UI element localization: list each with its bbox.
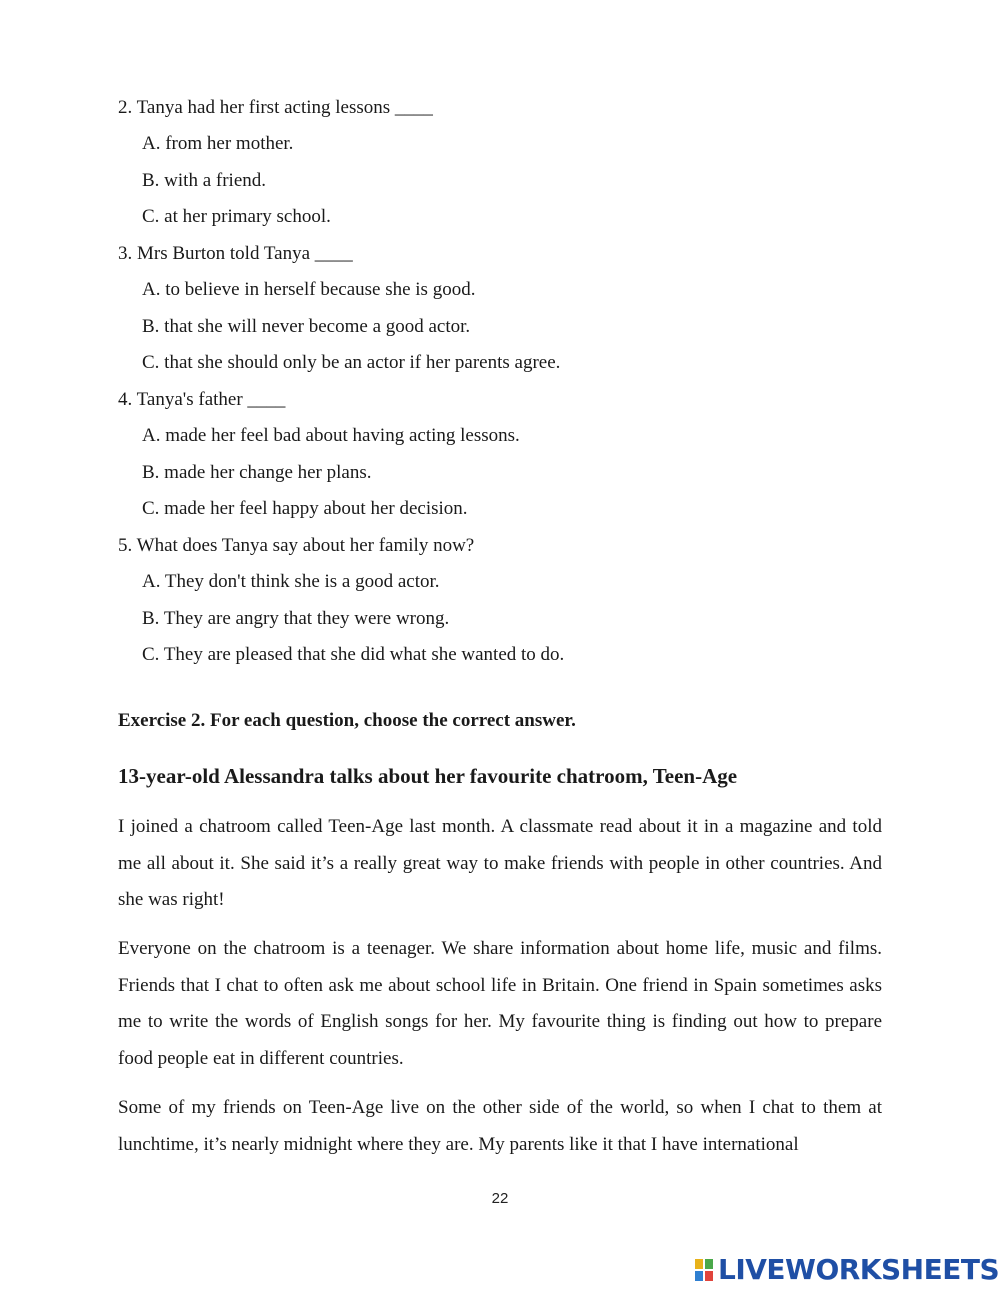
question-3-option-c: C. that she should only be an actor if her parents agree. [142, 352, 561, 373]
question-4-option-a: A. made her feel bad about having acting lessons. [142, 425, 520, 446]
question-3-stem: 3. Mrs Burton told Tanya ____ [118, 243, 353, 264]
question-2-option-b: B. with a friend. [142, 170, 267, 191]
article-paragraph-1: I joined a chatroom called Teen-Age last month. A classmate read about it in a magazine and told me all about it. She said it’s a really great way to make friends with people in other countries. And she was right! [118, 816, 882, 910]
logo-mark-square [704, 1270, 714, 1282]
question-4-stem: 4. Tanya's father ____ [118, 389, 286, 410]
question-5-option-a: A. They don't think she is a good actor. [142, 571, 440, 592]
page-number: 22 [491, 1190, 509, 1207]
logo-mark-square [694, 1258, 704, 1270]
logo-mark-square [694, 1270, 704, 1282]
question-5-stem: 5. What does Tanya say about her family now? [118, 535, 475, 556]
article-title: 13-year-old Alessandra talks about her favourite chatroom, Teen-Age [118, 764, 738, 788]
article-paragraph-3: Some of my friends on Teen-Age live on the other side of the world, so when I chat to them at lunchtime, it’s nearly midnight where they are. My parents like it that I have international [118, 1097, 882, 1155]
logo-mark-square [704, 1258, 714, 1270]
article-paragraph-2: Everyone on the chatroom is a teenager. We share information about home life, music and films. Friends that I chat to often ask me about school life in Britain. One friend in Spain sometimes asks me to write the words of English songs for her. My favourite thing is finding out how to prepare food people eat in different countries. [118, 938, 882, 1069]
question-3-option-a: A. to believe in herself because she is good. [142, 279, 476, 300]
question-3-option-b: B. that she will never become a good actor. [142, 316, 471, 337]
question-2-stem: 2. Tanya had her first acting lessons ____ [118, 97, 433, 118]
logo-text: LIVEWORKSHEETS [718, 1253, 1000, 1286]
question-2-option-a: A. from her mother. [142, 133, 294, 154]
question-2-option-c: C. at her primary school. [142, 206, 331, 227]
question-5-option-c: C. They are pleased that she did what she wanted to do. [142, 644, 565, 665]
question-4-option-c: C. made her feel happy about her decision. [142, 498, 468, 519]
liveworksheets-logo [694, 1255, 999, 1285]
liveworksheets-mark-icon [694, 1258, 714, 1282]
exercise-2-heading: Exercise 2. For each question, choose the correct answer. [118, 710, 576, 731]
question-4-option-b: B. made her change her plans. [142, 462, 372, 483]
question-5-option-b: B. They are angry that they were wrong. [142, 608, 450, 629]
